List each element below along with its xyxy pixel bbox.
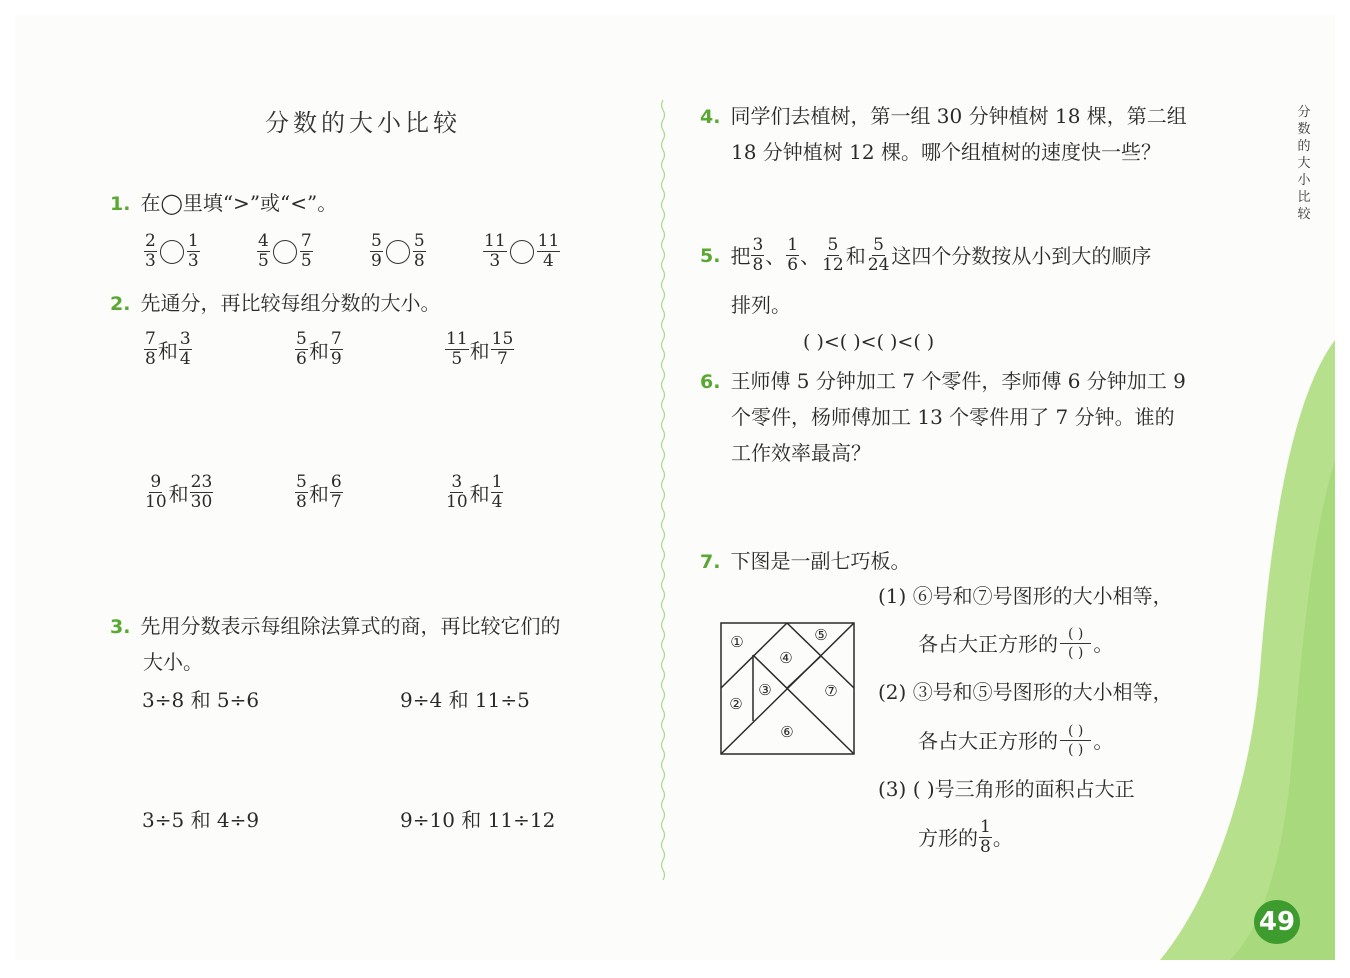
q3-expr-4: 9÷10 和 11÷12 — [400, 808, 556, 832]
q3-number: 3. — [110, 616, 131, 638]
denominator: 5 — [451, 349, 463, 369]
q7-p3-text: 方形的 — [918, 825, 978, 850]
fraction — [144, 330, 157, 369]
fraction — [491, 330, 515, 369]
q2-fraction-pair — [294, 330, 344, 369]
numerator: 5 — [371, 231, 382, 251]
q3-expr-3: 3÷5 和 4÷9 — [142, 808, 260, 832]
q2-fraction-pair — [294, 473, 344, 512]
q1-compare-item — [369, 232, 427, 271]
blank-numerator[interactable]: ( ) — [1060, 625, 1091, 644]
q7-number: 7. — [700, 551, 721, 573]
q5-number: 5. — [700, 244, 721, 267]
fraction — [537, 232, 561, 271]
q6-text-line2: 个零件，杨师傅加工 13 个零件用了 7 分钟。谁的 — [731, 405, 1175, 429]
fraction — [330, 330, 343, 369]
fraction — [445, 473, 469, 512]
tangram-label-5: ⑤ — [814, 626, 828, 644]
numerator: 4 — [258, 231, 269, 251]
tangram-label-1: ① — [730, 633, 744, 651]
fraction — [330, 473, 343, 512]
compare-circle-blank[interactable] — [273, 240, 297, 264]
q7-p1-answer-fraction[interactable] — [1060, 625, 1091, 662]
q7-text: 下图是一副七巧板。 — [730, 549, 911, 573]
q7-line — [700, 543, 910, 580]
q4-number: 4. — [700, 106, 721, 128]
q7-p3-line1[interactable]: (3) ( )号三角形的面积占大正 — [878, 777, 1135, 801]
q5-text-line2: 排列。 — [731, 293, 791, 317]
tangram-figure — [718, 620, 858, 757]
green-corner-decoration — [1150, 340, 1335, 960]
q7-p1-text: 各占大正方形的 — [918, 631, 1058, 656]
fraction — [179, 330, 192, 369]
denominator: 3 — [145, 251, 156, 271]
connector-text: 和 — [469, 482, 490, 506]
denominator: 8 — [145, 349, 156, 369]
blank-denominator[interactable]: ( ) — [1068, 742, 1084, 758]
denominator: 3 — [187, 251, 199, 271]
numerator: 7 — [300, 231, 312, 251]
numerator: 1 — [187, 231, 199, 251]
denominator: 6 — [787, 255, 799, 275]
numerator: 7 — [145, 329, 156, 349]
fraction — [483, 232, 507, 271]
denominator: 4 — [491, 492, 503, 512]
numerator: 1 — [491, 472, 503, 492]
numerator: 5 — [873, 235, 884, 255]
denominator: 5 — [300, 251, 312, 271]
fraction — [187, 232, 200, 271]
fraction — [257, 232, 270, 271]
tangram-label-7: ⑦ — [824, 682, 838, 700]
q7-period: 。 — [1093, 728, 1114, 753]
q4-line1 — [700, 98, 1187, 135]
fraction — [413, 232, 426, 271]
denominator: 30 — [190, 492, 213, 512]
q2-fraction-pair — [143, 330, 193, 369]
q1-compare-item — [482, 232, 561, 271]
numerator: 2 — [145, 231, 156, 251]
page-divider — [660, 100, 666, 880]
tangram-label-3: ③ — [758, 681, 772, 699]
q1-text: 在◯里填“>”或“<”。 — [140, 191, 338, 215]
fraction — [445, 330, 469, 369]
compare-circle-blank[interactable] — [386, 240, 410, 264]
q2-number: 2. — [110, 293, 131, 315]
q6-text-line3: 工作效率最高？ — [731, 441, 871, 465]
q3-text-line1: 先用分数表示每组除法算式的商，再比较它们的 — [140, 614, 561, 638]
q5-frac-1 — [751, 236, 764, 275]
side-tab: 分数的大小比较 — [1297, 105, 1311, 222]
numerator: 1 — [980, 817, 991, 837]
numerator: 15 — [491, 329, 514, 349]
q7-p3-line2 — [918, 818, 1013, 857]
blank-denominator[interactable]: ( ) — [1068, 645, 1084, 661]
q3-text-line2: 大小。 — [143, 650, 203, 674]
tangram-label-4: ④ — [779, 649, 793, 667]
q2-line — [110, 285, 440, 322]
page-title: 分数的大小比较 — [265, 109, 461, 137]
q7-p3-fraction — [979, 818, 992, 857]
numerator: 11 — [484, 231, 506, 251]
numerator: 3 — [451, 472, 463, 492]
numerator: 5 — [296, 472, 307, 492]
q5-frac-2 — [786, 236, 799, 275]
compare-circle-blank[interactable] — [160, 240, 184, 264]
q7-period: 。 — [992, 825, 1013, 850]
tangram-label-6: ⑥ — [780, 723, 794, 741]
numerator: 11 — [537, 231, 560, 251]
denominator: 4 — [543, 251, 554, 271]
q2-text: 先通分，再比较每组分数的大小。 — [140, 291, 441, 315]
fraction — [295, 330, 308, 369]
connector-text: 和 — [308, 339, 329, 363]
connector-text: 和 — [469, 339, 490, 363]
page-number: 49 — [1254, 900, 1300, 944]
q5-line1 — [700, 236, 1151, 275]
q5-prefix: 把 — [730, 243, 751, 268]
q1-compare-item — [143, 232, 201, 271]
q7-p2-answer-fraction[interactable] — [1060, 722, 1091, 759]
q4-text-line1: 同学们去植树，第一组 30 分钟植树 18 棵，第二组 — [730, 104, 1187, 128]
numerator: 7 — [330, 329, 342, 349]
numerator: 6 — [330, 472, 342, 492]
q4-text-line2: 18 分钟植树 12 棵。哪个组植树的速度快一些？ — [731, 140, 1161, 164]
numerator: 5 — [827, 235, 839, 255]
q7-p2-line1: (2) ③号和⑤号图形的大小相等， — [878, 680, 1173, 704]
q2-fraction-pair — [444, 330, 515, 369]
denominator: 6 — [296, 349, 307, 369]
numerator: 5 — [413, 231, 425, 251]
q5-and: 和 — [845, 243, 866, 268]
denominator: 9 — [330, 349, 342, 369]
fraction — [190, 473, 214, 512]
q5-sep: 、 — [765, 243, 786, 268]
numerator: 11 — [446, 329, 468, 349]
numerator: 5 — [296, 329, 307, 349]
q5-frac-3 — [821, 236, 845, 275]
denominator: 9 — [371, 251, 382, 271]
connector-text: 和 — [308, 482, 329, 506]
q6-line1 — [700, 363, 1186, 400]
numerator: 3 — [179, 329, 191, 349]
q1-compare-item — [256, 232, 314, 271]
q5-frac-4 — [867, 236, 891, 275]
q2-fraction-pair — [143, 473, 214, 512]
q3-expr-2: 9÷4 和 11÷5 — [400, 688, 530, 712]
denominator: 10 — [446, 492, 468, 512]
q7-p1-line1: (1) ⑥号和⑦号图形的大小相等， — [878, 584, 1173, 608]
compare-circle-blank[interactable] — [510, 240, 534, 264]
denominator: 8 — [413, 251, 425, 271]
numerator: 3 — [752, 235, 764, 255]
q5-suffix: 这四个分数按从小到大的顺序 — [891, 243, 1152, 268]
q7-period: 。 — [1093, 631, 1114, 656]
denominator: 7 — [330, 492, 342, 512]
blank-numerator[interactable]: ( ) — [1060, 722, 1091, 741]
numerator: 1 — [787, 235, 799, 255]
denominator: 10 — [145, 492, 167, 512]
fraction — [295, 473, 308, 512]
tangram-label-2: ② — [729, 695, 743, 713]
q7-p2-line2 — [918, 722, 1113, 759]
fraction — [491, 473, 504, 512]
q6-text-line1: 王师傅 5 分钟加工 7 个零件，李师傅 6 分钟加工 9 — [730, 369, 1186, 393]
fraction — [144, 473, 168, 512]
denominator: 5 — [258, 251, 269, 271]
connector-text: 和 — [168, 482, 189, 506]
fraction — [370, 232, 383, 271]
q3-expr-1: 3÷8 和 5÷6 — [142, 688, 260, 712]
q6-number: 6. — [700, 371, 721, 393]
fraction — [144, 232, 157, 271]
denominator: 4 — [179, 349, 191, 369]
q7-p1-line2 — [918, 625, 1113, 662]
denominator: 12 — [822, 255, 844, 275]
denominator: 8 — [752, 255, 764, 275]
q3-line1 — [110, 608, 560, 645]
connector-text: 和 — [157, 339, 178, 363]
q7-p2-text: 各占大正方形的 — [918, 728, 1058, 753]
denominator: 7 — [497, 349, 508, 369]
fraction — [300, 232, 313, 271]
numerator: 23 — [190, 472, 213, 492]
numerator: 9 — [150, 472, 162, 492]
tangram-line — [753, 655, 854, 754]
q5-answer-blanks[interactable]: ( )<( )<( )<( ) — [803, 331, 935, 353]
denominator: 3 — [489, 251, 501, 271]
denominator: 24 — [867, 255, 890, 275]
denominator: 8 — [296, 492, 307, 512]
q1-line — [110, 185, 337, 222]
denominator: 8 — [980, 837, 991, 857]
q5-sep: 、 — [800, 243, 821, 268]
q2-fraction-pair — [444, 473, 504, 512]
q1-number: 1. — [110, 193, 131, 215]
